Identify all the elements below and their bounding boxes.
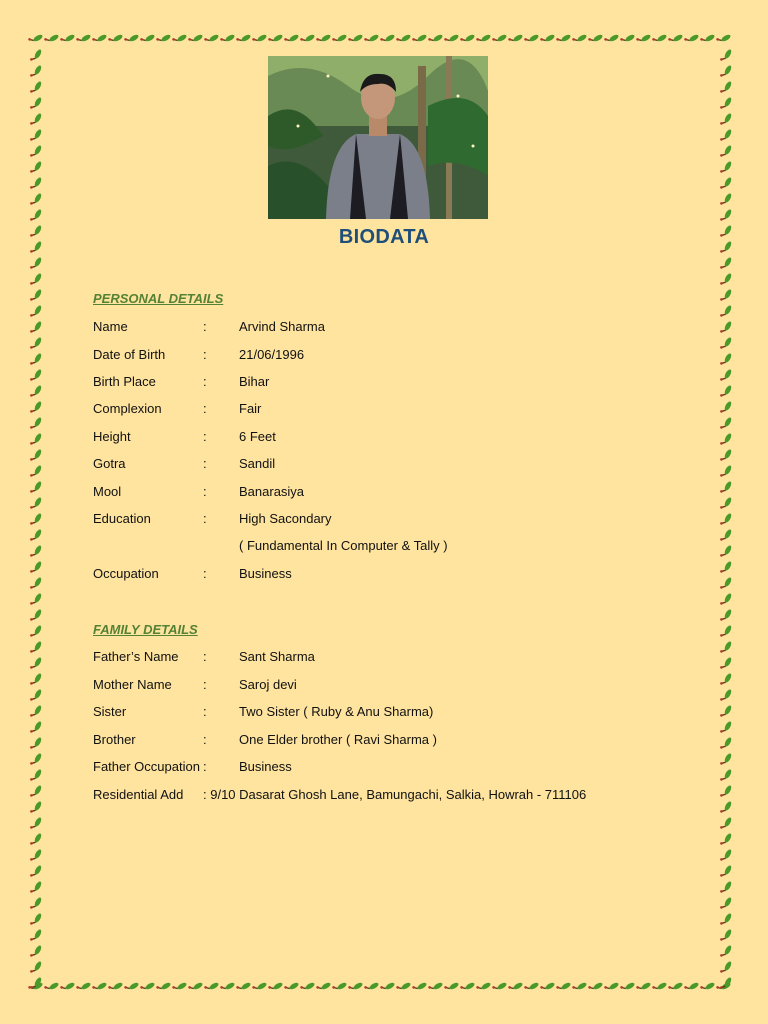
row-colon: : [203, 484, 207, 499]
border-leaf-icon [30, 432, 43, 448]
border-leaf-icon [720, 176, 733, 192]
border-leaf-icon [720, 576, 733, 592]
border-leaf-icon [572, 32, 588, 45]
border-leaf-icon [460, 32, 476, 45]
border-leaf-icon [476, 980, 492, 993]
border-leaf-icon [30, 384, 43, 400]
border-leaf-icon [60, 32, 76, 45]
border-leaf-icon [720, 400, 733, 416]
border-leaf-icon [556, 32, 572, 45]
border-leaf-icon [140, 980, 156, 993]
border-leaf-icon [720, 960, 733, 976]
border-leaf-icon [720, 704, 733, 720]
border-leaf-icon [720, 464, 733, 480]
row-value: ( Fundamental In Computer & Tally ) [239, 538, 448, 553]
row-value: Fair [239, 401, 262, 416]
row-colon: : [203, 319, 207, 334]
row-label: Name [93, 319, 128, 334]
border-leaf-icon [30, 704, 43, 720]
border-leaf-icon [460, 980, 476, 993]
border-leaf-icon [30, 912, 43, 928]
border-leaf-icon [720, 656, 733, 672]
border-leaf-icon [652, 32, 668, 45]
border-leaf-icon [30, 720, 43, 736]
border-leaf-icon [30, 336, 43, 352]
border-leaf-icon [44, 980, 60, 993]
border-leaf-icon [444, 32, 460, 45]
border-leaf-icon [252, 980, 268, 993]
border-leaf-icon [412, 980, 428, 993]
border-leaf-icon [720, 896, 733, 912]
row-colon: : [203, 401, 207, 416]
border-leaf-icon [92, 32, 108, 45]
border-leaf-icon [236, 980, 252, 993]
border-leaf-icon [30, 544, 43, 560]
border-leaf-icon [30, 656, 43, 672]
border-leaf-icon [720, 816, 733, 832]
border-leaf-icon [172, 32, 188, 45]
row-label: Sister [93, 704, 127, 719]
border-leaf-icon [720, 384, 733, 400]
border-leaf-icon [720, 848, 733, 864]
border-leaf-icon [720, 432, 733, 448]
border-leaf-icon [720, 544, 733, 560]
border-leaf-icon [720, 48, 733, 64]
border-leaf-icon [700, 32, 716, 45]
border-leaf-icon [720, 736, 733, 752]
personal-details-heading: PERSONAL DETAILS [93, 291, 224, 306]
border-leaf-icon [720, 864, 733, 880]
border-leaf-icon [364, 32, 380, 45]
border-leaf-icon [30, 928, 43, 944]
border-leaf-icon [30, 288, 43, 304]
border-leaf-icon [30, 688, 43, 704]
border-leaf-icon [700, 980, 716, 993]
address-label: Residential Add [93, 787, 184, 802]
border-leaf-icon [572, 980, 588, 993]
row-value: Banarasiya [239, 484, 305, 499]
border-leaf-icon [604, 32, 620, 45]
row-label: Mool [93, 484, 122, 499]
border-leaf-icon [720, 768, 733, 784]
border-leaf-icon [30, 640, 43, 656]
border-leaf-icon [620, 32, 636, 45]
border-leaf-icon [30, 480, 43, 496]
row-colon: : [203, 374, 207, 389]
border-leaf-icon [30, 192, 43, 208]
border-leaf-icon [156, 980, 172, 993]
border-leaf-icon [60, 980, 76, 993]
border-leaf-icon [30, 752, 43, 768]
border-leaf-icon [524, 32, 540, 45]
border-leaf-icon [30, 128, 43, 144]
border-leaf-icon [720, 512, 733, 528]
border-leaf-icon [108, 980, 124, 993]
border-leaf-icon [30, 832, 43, 848]
border-leaf-icon [720, 304, 733, 320]
row-label: Father’s Name [93, 649, 179, 664]
border-leaf-icon [668, 980, 684, 993]
border-leaf-icon [30, 592, 43, 608]
page-title: BIODATA [338, 226, 430, 248]
border-leaf-icon [220, 32, 236, 45]
border-leaf-icon [30, 672, 43, 688]
row-value: Two Sister ( Ruby & Anu Sharma) [239, 704, 434, 719]
border-leaf-icon [30, 400, 43, 416]
border-leaf-icon [444, 980, 460, 993]
row-colon: : [203, 566, 207, 581]
border-leaf-icon [30, 848, 43, 864]
border-leaf-icon [720, 192, 733, 208]
border-leaf-icon [30, 960, 43, 976]
border-leaf-icon [30, 368, 43, 384]
border-leaf-icon [220, 980, 236, 993]
border-leaf-icon [720, 624, 733, 640]
border-leaf-icon [30, 256, 43, 272]
border-leaf-icon [268, 980, 284, 993]
border-leaf-icon [588, 980, 604, 993]
border-leaf-icon [684, 32, 700, 45]
border-leaf-icon [30, 528, 43, 544]
border-leaf-icon [428, 980, 444, 993]
border-leaf-icon [30, 576, 43, 592]
border-leaf-icon [140, 32, 156, 45]
border-leaf-icon [720, 64, 733, 80]
border-leaf-icon [684, 980, 700, 993]
border-leaf-icon [636, 32, 652, 45]
border-leaf-icon [300, 32, 316, 45]
border-leaf-icon [720, 560, 733, 576]
row-label: Height [93, 429, 131, 444]
border-leaf-icon [188, 32, 204, 45]
border-leaf-icon [540, 32, 556, 45]
border-leaf-icon [720, 368, 733, 384]
border-leaf-icon [720, 128, 733, 144]
border-leaf-icon [30, 64, 43, 80]
row-value: Arvind Sharma [239, 319, 325, 334]
border-leaf-icon [30, 352, 43, 368]
border-leaf-icon [720, 160, 733, 176]
border-leaf-icon [720, 608, 733, 624]
border-leaf-icon [30, 896, 43, 912]
border-leaf-icon [30, 560, 43, 576]
border-leaf-icon [30, 208, 43, 224]
row-label: Birth Place [93, 374, 156, 389]
border-leaf-icon [720, 800, 733, 816]
border-leaf-icon [720, 688, 733, 704]
profile-photo [268, 56, 488, 219]
border-leaf-icon [284, 32, 300, 45]
border-leaf-icon [492, 980, 508, 993]
border-leaf-icon [588, 32, 604, 45]
border-leaf-icon [492, 32, 508, 45]
border-leaf-icon [30, 512, 43, 528]
row-colon: : [203, 704, 207, 719]
border-leaf-icon [30, 160, 43, 176]
row-label: Education [93, 511, 151, 526]
border-leaf-icon [524, 980, 540, 993]
border-leaf-icon [268, 32, 284, 45]
row-label: Father Occupation [93, 759, 200, 774]
border-leaf-icon [476, 32, 492, 45]
border-leaf-icon [720, 832, 733, 848]
border-leaf-icon [30, 768, 43, 784]
border-leaf-icon [348, 32, 364, 45]
border-leaf-icon [92, 980, 108, 993]
border-leaf-icon [30, 272, 43, 288]
border-leaf-icon [30, 736, 43, 752]
border-leaf-icon [172, 980, 188, 993]
row-label: Gotra [93, 456, 126, 471]
border-leaf-icon [316, 32, 332, 45]
row-value: 21/06/1996 [239, 347, 305, 362]
border-leaf-icon [652, 980, 668, 993]
border-leaf-icon [720, 784, 733, 800]
border-leaf-icon [720, 352, 733, 368]
address-value: : 9/10 Dasarat Ghosh Lane, Bamungachi, Salkia, Howrah - 711106 [203, 787, 587, 802]
border-leaf-icon [364, 980, 380, 993]
border-leaf-icon [604, 980, 620, 993]
border-leaf-icon [30, 112, 43, 128]
border-leaf-icon [204, 980, 220, 993]
border-leaf-icon [30, 784, 43, 800]
border-leaf-icon [720, 880, 733, 896]
border-leaf-icon [412, 32, 428, 45]
row-value: High Sacondary [239, 511, 332, 526]
border-leaf-icon [720, 448, 733, 464]
border-leaf-icon [30, 416, 43, 432]
border-leaf-icon [720, 592, 733, 608]
row-value: One Elder brother ( Ravi Sharma ) [239, 732, 437, 747]
border-leaf-icon [720, 496, 733, 512]
row-value: Sandil [239, 456, 276, 471]
border-leaf-icon [720, 208, 733, 224]
border-leaf-icon [252, 32, 268, 45]
row-label: Brother [93, 732, 136, 747]
border-leaf-icon [30, 816, 43, 832]
row-colon: : [203, 511, 207, 526]
border-leaf-icon [720, 336, 733, 352]
border-leaf-icon [720, 272, 733, 288]
border-leaf-icon [508, 980, 524, 993]
border-leaf-icon [30, 864, 43, 880]
border-leaf-icon [30, 944, 43, 960]
border-leaf-icon [720, 976, 733, 992]
row-colon: : [203, 456, 207, 471]
row-value: Business [239, 566, 292, 581]
border-leaf-icon [30, 320, 43, 336]
border-leaf-icon [720, 288, 733, 304]
border-leaf-icon [396, 980, 412, 993]
border-leaf-icon [720, 112, 733, 128]
border-leaf-icon [188, 980, 204, 993]
border-leaf-icon [720, 928, 733, 944]
row-colon: : [203, 677, 207, 692]
border-leaf-icon [380, 32, 396, 45]
border-leaf-icon [396, 32, 412, 45]
border-leaf-icon [720, 672, 733, 688]
border-leaf-icon [30, 448, 43, 464]
border-leaf-icon [76, 32, 92, 45]
border-leaf-icon [316, 980, 332, 993]
border-leaf-icon [720, 416, 733, 432]
border-leaf-icon [76, 980, 92, 993]
row-label: Date of Birth [93, 347, 166, 362]
border-leaf-icon [348, 980, 364, 993]
row-label: Complexion [93, 401, 162, 416]
border-leaf-icon [30, 48, 43, 64]
border-leaf-icon [720, 320, 733, 336]
border-leaf-icon [668, 32, 684, 45]
border-leaf-icon [284, 980, 300, 993]
border-leaf-icon [720, 96, 733, 112]
border-leaf-icon [540, 980, 556, 993]
row-colon: : [203, 649, 207, 664]
border-leaf-icon [636, 980, 652, 993]
border-leaf-icon [30, 880, 43, 896]
border-leaf-icon [556, 980, 572, 993]
border-leaf-icon [720, 944, 733, 960]
border-leaf-icon [30, 800, 43, 816]
border-leaf-icon [300, 980, 316, 993]
border-leaf-icon [30, 176, 43, 192]
border-leaf-icon [428, 32, 444, 45]
border-leaf-icon [720, 912, 733, 928]
border-leaf-icon [108, 32, 124, 45]
border-leaf-icon [716, 32, 732, 45]
row-colon: : [203, 429, 207, 444]
border-leaf-icon [720, 80, 733, 96]
row-value: Sant Sharma [239, 649, 315, 664]
family-details-heading: FAMILY DETAILS [93, 622, 198, 637]
row-colon: : [203, 732, 207, 747]
row-label: Occupation [93, 566, 159, 581]
border-leaf-icon [30, 144, 43, 160]
border-leaf-icon [332, 32, 348, 45]
row-colon: : [203, 347, 207, 362]
row-value: Bihar [239, 374, 270, 389]
border-leaf-icon [30, 80, 43, 96]
border-leaf-icon [720, 528, 733, 544]
border-leaf-icon [156, 32, 172, 45]
border-leaf-icon [508, 32, 524, 45]
row-colon: : [203, 759, 207, 774]
border-leaf-icon [30, 96, 43, 112]
border-leaf-icon [332, 980, 348, 993]
border-leaf-icon [720, 144, 733, 160]
border-leaf-icon [28, 32, 44, 45]
border-leaf-icon [620, 980, 636, 993]
row-value: Saroj devi [239, 677, 297, 692]
border-leaf-icon [720, 256, 733, 272]
border-leaf-icon [30, 464, 43, 480]
border-leaf-icon [380, 980, 396, 993]
border-leaf-icon [44, 32, 60, 45]
border-leaf-icon [720, 640, 733, 656]
border-leaf-icon [720, 752, 733, 768]
border-leaf-icon [124, 32, 140, 45]
border-leaf-icon [30, 608, 43, 624]
row-value: 6 Feet [239, 429, 276, 444]
border-leaf-icon [236, 32, 252, 45]
row-value: Business [239, 759, 292, 774]
border-leaf-icon [124, 980, 140, 993]
row-label: Mother Name [93, 677, 172, 692]
border-leaf-icon [30, 304, 43, 320]
border-leaf-icon [204, 32, 220, 45]
border-leaf-icon [720, 480, 733, 496]
border-leaf-icon [30, 624, 43, 640]
border-leaf-icon [720, 720, 733, 736]
border-leaf-icon [30, 496, 43, 512]
